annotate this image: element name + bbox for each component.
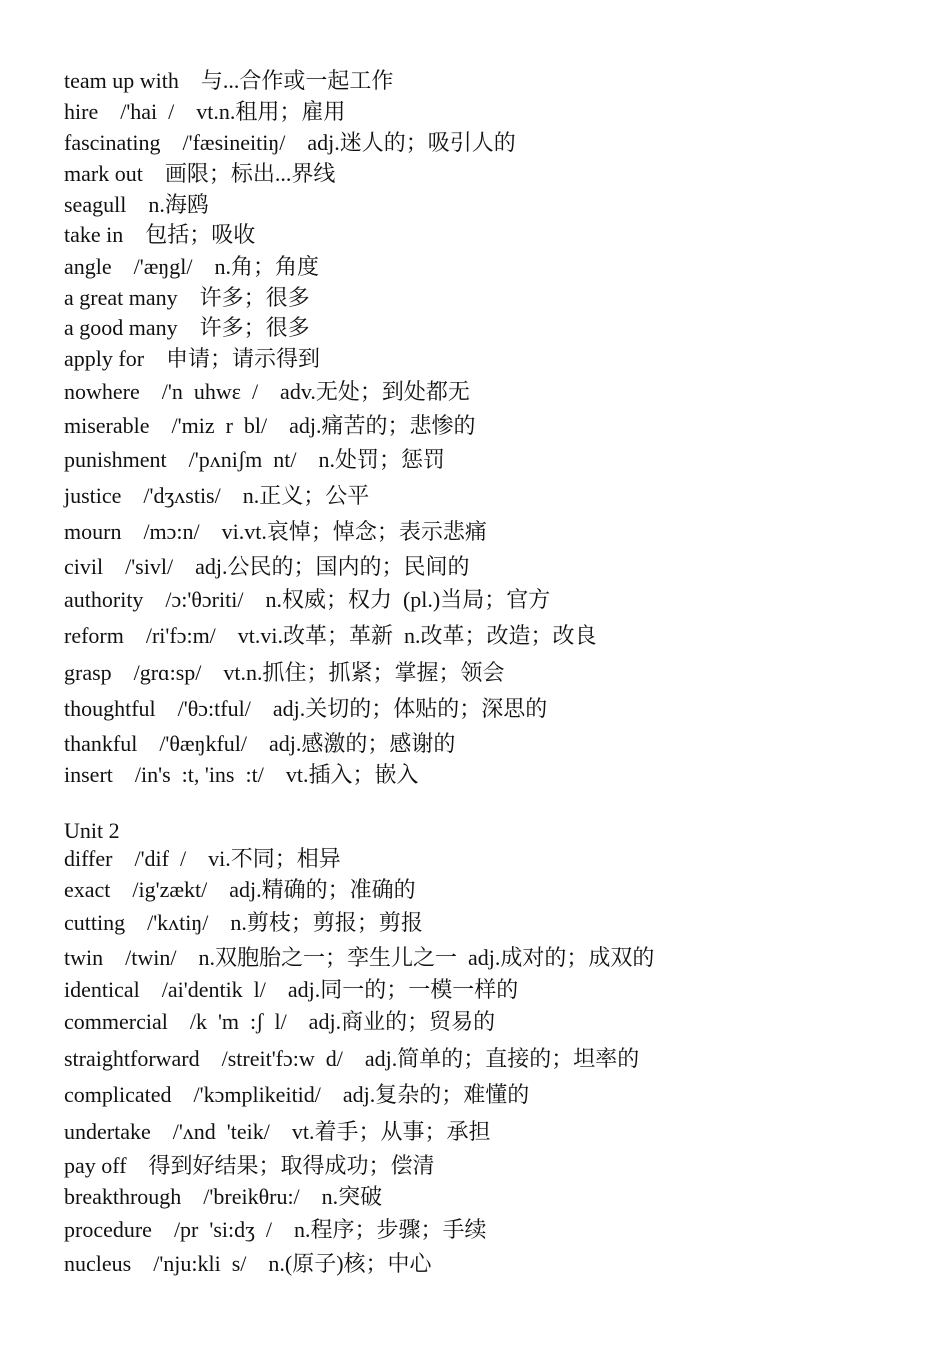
vocab-entry: justice /'dʒʌstis/ n.正义；公平: [64, 483, 370, 508]
vocab-entry: grasp /grɑ:sp/ vt.n.抓住；抓紧；掌握；领会: [64, 660, 505, 685]
vocab-entry: punishment /'pʌniʃm nt/ n.处罚；惩罚: [64, 447, 446, 472]
vocab-entry: civil /'sivl/ adj.公民的；国内的；民间的: [64, 554, 470, 579]
vocab-entry: thankful /'θæŋkful/ adj.感激的；感谢的: [64, 731, 456, 756]
vocab-entry: thoughtful /'θɔ:tful/ adj.关切的；体贴的；深思的: [64, 696, 548, 721]
vocab-entry: miserable /'miz r bl/ adj.痛苦的；悲惨的: [64, 413, 476, 438]
vocab-entry: identical /ai'dentik l/ adj.同一的；一模一样的: [64, 977, 519, 1002]
vocab-entry: take in 包括；吸收: [64, 222, 256, 247]
vocab-entry: commercial /k 'm :ʃ l/ adj.商业的；贸易的: [64, 1009, 496, 1034]
vocab-entry: cutting /'kʌtiŋ/ n.剪枝；剪报；剪报: [64, 910, 423, 935]
vocab-entry: a good many 许多；很多: [64, 315, 310, 340]
vocab-entry: hire /'hai / vt.n.租用；雇用: [64, 99, 346, 124]
vocab-entry: straightforward /streit'fɔ:w d/ adj.简单的；直接的；坦率的: [64, 1046, 640, 1071]
vocab-entry: nowhere /'n uhwɛ / adv.无处；到处都无: [64, 379, 470, 404]
vocab-entry: team up with 与...合作或一起工作: [64, 68, 394, 93]
vocab-entry: differ /'dif / vi.不同；相异: [64, 846, 341, 871]
vocab-entry: reform /ri'fɔ:m/ vt.vi.改革；革新 n.改革；改造；改良: [64, 623, 597, 648]
vocab-entry: mourn /mɔ:n/ vi.vt.哀悼；悼念；表示悲痛: [64, 519, 487, 544]
vocab-entry: twin /twin/ n.双胞胎之一；孪生儿之一 adj.成对的；成双的: [64, 945, 655, 970]
unit-heading: Unit 2: [64, 818, 120, 843]
vocab-entry: complicated /'kɔmplikeitid/ adj.复杂的；难懂的: [64, 1082, 530, 1107]
vocab-entry: fascinating /'fæsineitiŋ/ adj.迷人的；吸引人的: [64, 130, 516, 155]
vocab-entry: mark out 画限；标出...界线: [64, 161, 336, 186]
vocab-entry: procedure /pr 'si:dʒ / n.程序；步骤；手续: [64, 1217, 487, 1242]
vocab-entry: undertake /'ʌnd 'teik/ vt.着手；从事；承担: [64, 1119, 491, 1144]
vocab-entry: exact /ig'zækt/ adj.精确的；准确的: [64, 877, 416, 902]
vocab-entry: a great many 许多；很多: [64, 285, 310, 310]
vocab-entry: angle /'æŋgl/ n.角；角度: [64, 254, 319, 279]
vocab-entry: seagull n.海鸥: [64, 192, 209, 217]
vocab-entry: pay off 得到好结果；取得成功；偿清: [64, 1153, 435, 1178]
vocab-entry: breakthrough /'breikθru:/ n.突破: [64, 1184, 383, 1209]
vocab-entry: authority /ɔ:'θɔriti/ n.权威；权力 (pl.)当局；官方: [64, 587, 551, 612]
vocab-entry: insert /in's :t, 'ins :t/ vt.插入；嵌入: [64, 762, 419, 787]
vocab-entry: apply for 申请；请示得到: [64, 346, 321, 371]
vocab-entry: nucleus /'nju:kli s/ n.(原子)核；中心: [64, 1251, 432, 1276]
